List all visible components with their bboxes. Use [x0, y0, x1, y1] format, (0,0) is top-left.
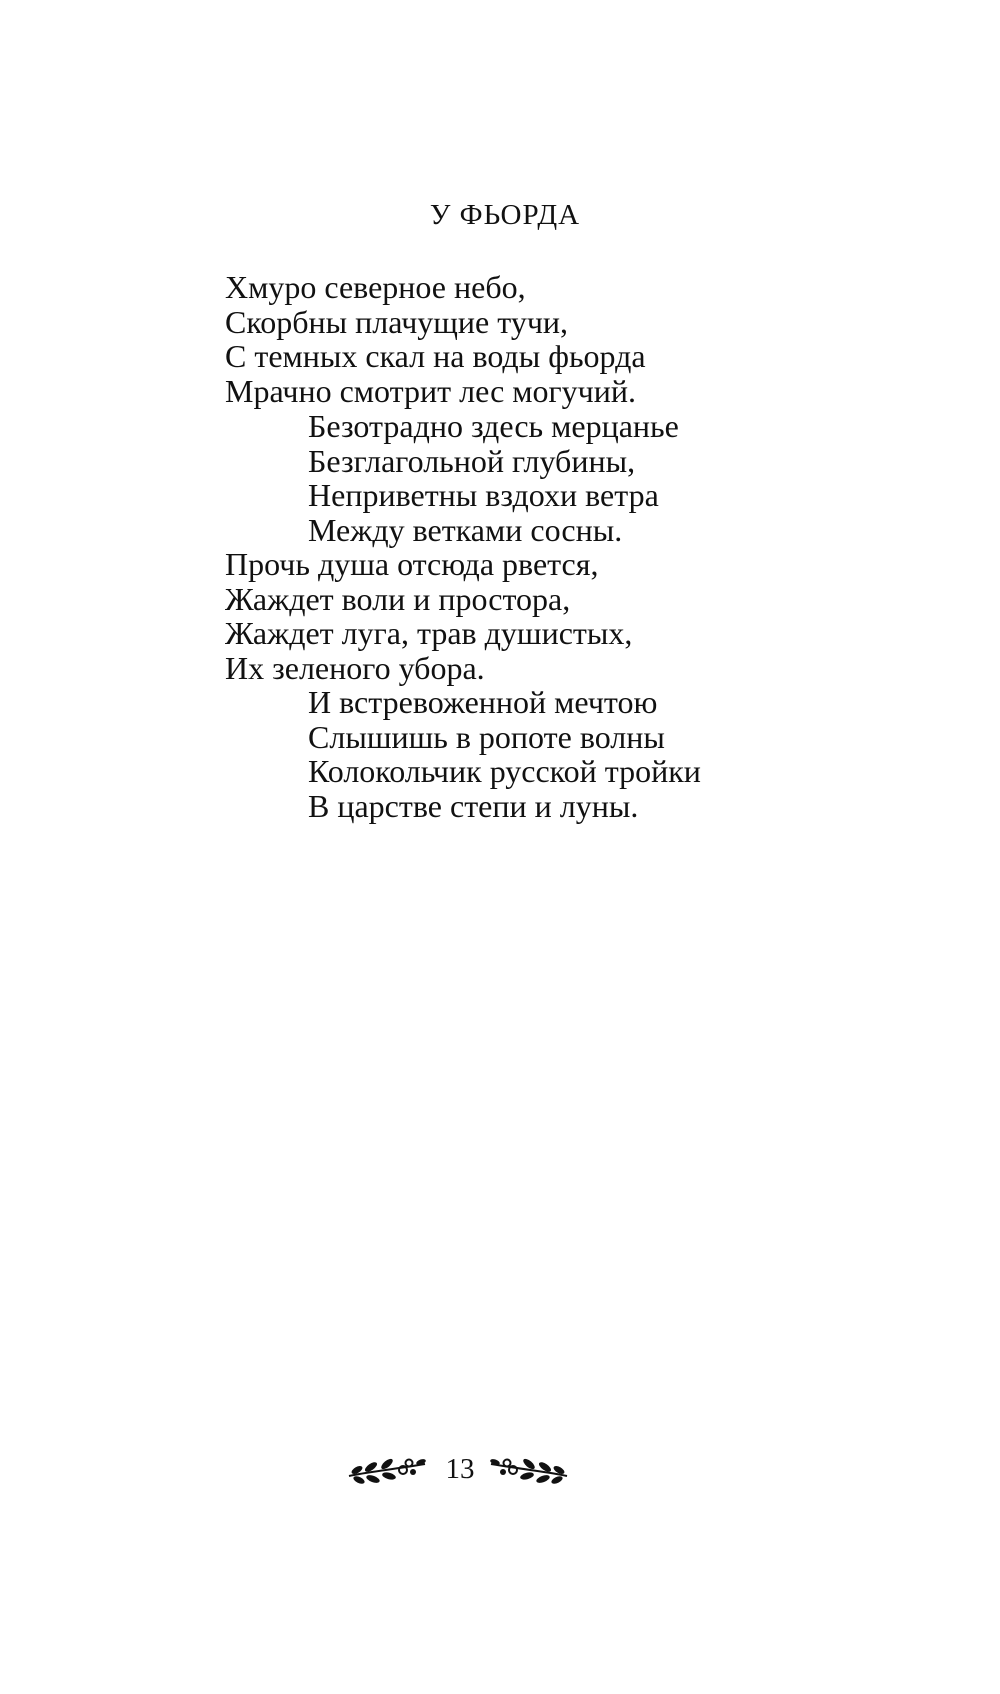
poem-line: Их зеленого убора.: [225, 649, 485, 686]
poem-line: В царстве степи и луны.: [308, 787, 639, 824]
poem-line: Колокольчик русской тройки: [308, 753, 701, 789]
poem-line: Прочь душа отсюда рвется,: [225, 546, 599, 582]
leaf-sprig-ornament-icon: [345, 1450, 429, 1490]
poem-line: Мрачно смотрит лес могучий.: [225, 372, 636, 409]
poem-line: Безотрадно здесь мерцанье: [308, 408, 679, 444]
poem-line: Скорбны плачущие тучи,: [225, 303, 569, 340]
stanza-4: [308, 685, 701, 823]
stanza-3: [225, 547, 632, 685]
stanza-1: [225, 270, 646, 408]
stanza-2: [308, 409, 679, 547]
poem-line: Жаждет воли и простора,: [225, 580, 571, 617]
page-footer: [0, 1450, 1000, 1490]
poem-line: Безглагольной глубины,: [308, 442, 636, 479]
poem-line: Жаждет луга, трав душистых,: [225, 615, 633, 651]
poem-line: Хмуро северное небо,: [225, 269, 526, 305]
poem-line: Неприветны вздохи ветра: [308, 477, 659, 513]
poem-line: Между ветками сосны.: [308, 511, 623, 548]
page-number: 13: [445, 1453, 475, 1485]
poem-line: Слышишь в ропоте волны: [308, 718, 665, 755]
leaf-sprig-ornament-icon: [487, 1450, 571, 1490]
poem-title: У ФЬОРДА: [429, 199, 581, 231]
poem-line: И встревоженной мечтою: [308, 684, 658, 720]
poem-line: С темных скал на воды фьорда: [225, 338, 646, 374]
